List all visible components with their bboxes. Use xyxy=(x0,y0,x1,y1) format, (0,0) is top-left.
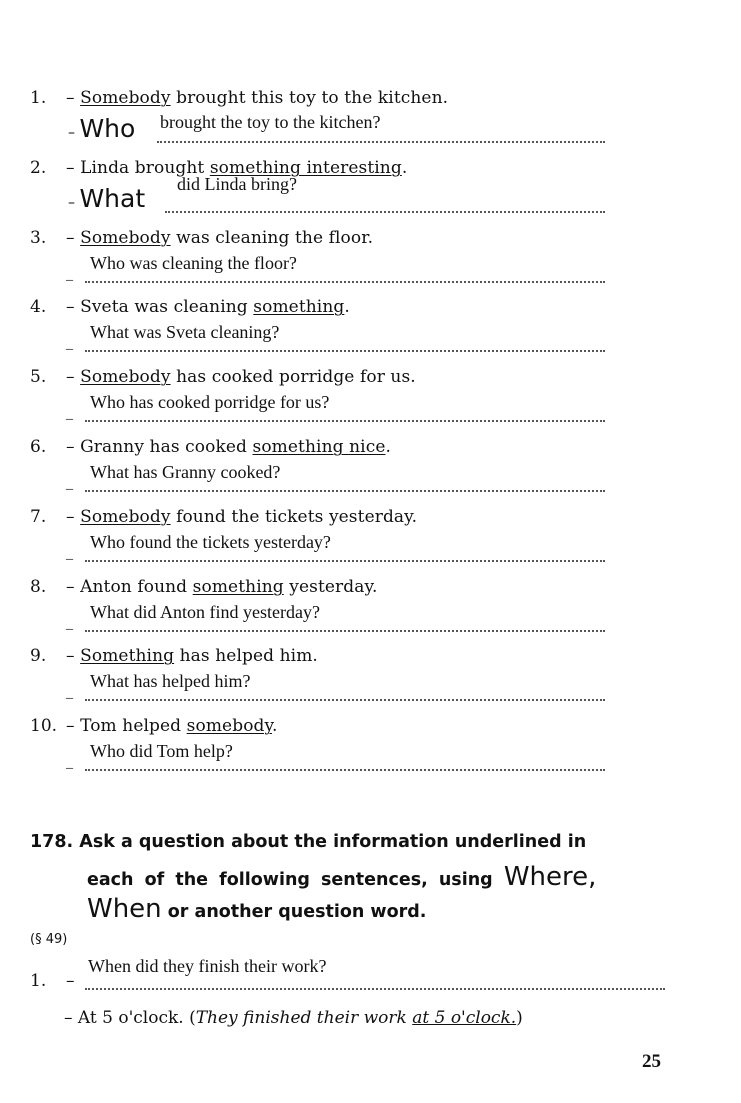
item-number: 3. xyxy=(30,227,47,248)
underlined-phrase: something xyxy=(253,297,345,318)
response-italic: They finished their work xyxy=(195,1008,413,1028)
sentence-text: – xyxy=(66,227,81,248)
answer-text: did Linda bring? xyxy=(177,173,297,194)
dash: _ xyxy=(66,477,73,492)
answer-line[interactable] xyxy=(85,281,605,283)
answer-line[interactable] xyxy=(85,420,605,422)
question-word-where: Where, xyxy=(503,862,597,892)
sentence-text: . xyxy=(401,157,408,178)
response-close: ) xyxy=(516,1008,523,1028)
item-number: 1. xyxy=(30,971,47,991)
exercise-178-title-line3 xyxy=(87,894,426,924)
question-word-when: When xyxy=(87,894,162,924)
sentence-text: – xyxy=(66,646,81,667)
underlined-phrase: Somebody xyxy=(80,367,171,388)
dash: _ xyxy=(66,686,73,702)
sentence-text: yesterday. xyxy=(283,576,378,597)
underlined-phrase: Somebody xyxy=(80,506,171,527)
answer-line[interactable] xyxy=(85,630,605,632)
response-text: – At 5 o'clock. ( xyxy=(64,1008,196,1028)
dash: _ xyxy=(66,267,73,283)
underlined-phrase: Somebody xyxy=(80,227,171,248)
answer-text: What has helped him? xyxy=(90,671,251,692)
underlined-phrase: Something xyxy=(80,646,175,667)
dash: _ xyxy=(66,616,73,632)
page-number: 25 xyxy=(642,1051,661,1072)
sentence xyxy=(66,88,448,108)
sentence-text: – xyxy=(66,367,81,388)
sentence-text: – xyxy=(66,506,81,527)
answer-text: When did they finish their work? xyxy=(88,956,327,976)
item-number: 5. xyxy=(30,367,47,388)
question-word: – Who xyxy=(68,114,136,143)
sentence-text: was cleaning the floor. xyxy=(170,227,374,248)
sentence-text: – Granny has cooked xyxy=(66,437,253,457)
question-word-text: What xyxy=(79,183,146,213)
title-text: each of the following sentences, using xyxy=(87,870,504,890)
exercise-item xyxy=(0,716,741,798)
item-number: 9. xyxy=(30,646,47,667)
dash: _ xyxy=(66,756,73,772)
answer-text: What was Sveta cleaning? xyxy=(90,322,280,343)
section-reference: (§ 49) xyxy=(30,932,68,947)
response-line xyxy=(64,1008,523,1028)
underlined-phrase: Somebody xyxy=(80,88,171,108)
sentence-text: has helped him. xyxy=(174,646,318,667)
dash: – xyxy=(66,971,75,991)
sentence xyxy=(66,577,377,597)
sentence xyxy=(66,646,318,666)
item-number: 1. xyxy=(30,88,47,108)
dash: _ xyxy=(66,546,73,562)
answer-text: Who has cooked porridge for us? xyxy=(90,392,330,413)
question-word: – What xyxy=(68,183,146,213)
sentence-text: has cooked porridge for us. xyxy=(170,367,416,388)
item-number: 6. xyxy=(30,437,47,457)
answer-line[interactable] xyxy=(85,699,605,701)
sentence xyxy=(66,437,391,457)
underlined-phrase: something nice xyxy=(252,437,386,457)
title-text: or another question word. xyxy=(161,902,427,922)
sentence-text: brought this toy to the kitchen. xyxy=(170,88,449,108)
answer-line[interactable] xyxy=(85,988,665,990)
sentence xyxy=(66,297,350,317)
answer-text: What has Granny cooked? xyxy=(90,462,281,482)
sentence-text: – Sveta was cleaning xyxy=(66,297,254,318)
answer-text: Who did Tom help? xyxy=(90,741,233,762)
sentence-text: – Tom helped xyxy=(66,716,187,737)
item-number: 2. xyxy=(30,157,47,178)
sentence-text: – xyxy=(66,88,81,108)
sentence-text: – Anton found xyxy=(66,576,193,597)
question-word-text: Who xyxy=(79,114,136,143)
dash: _ xyxy=(66,337,73,353)
answer-line[interactable] xyxy=(85,490,605,492)
item-number: 8. xyxy=(30,576,47,597)
sentence xyxy=(66,367,416,387)
answer-line[interactable] xyxy=(165,211,605,213)
answer-text: What did Anton find yesterday? xyxy=(90,601,320,622)
answer-line[interactable] xyxy=(157,141,605,143)
sentence xyxy=(66,507,417,527)
underlined-phrase: something interesting xyxy=(209,157,402,178)
answer-line[interactable] xyxy=(85,350,605,352)
answer-line[interactable] xyxy=(85,769,605,771)
sentence-text: found the tickets yesterday. xyxy=(170,506,418,527)
underlined-phrase: somebody xyxy=(186,716,272,737)
sentence-text: . xyxy=(385,437,391,457)
sentence xyxy=(66,228,373,248)
sentence-text: . xyxy=(271,716,278,737)
answer-text: brought the toy to the kitchen? xyxy=(160,112,381,132)
underlined-phrase: something xyxy=(192,576,284,597)
answer-text: Who was cleaning the floor? xyxy=(90,252,297,273)
item-number: 10. xyxy=(30,716,58,737)
sentence xyxy=(66,716,277,736)
answer-line[interactable] xyxy=(85,560,605,562)
sentence-text: . xyxy=(344,297,350,318)
answer-text: Who found the tickets yesterday? xyxy=(90,531,331,552)
response-underlined: at 5 o'clock. xyxy=(412,1008,517,1028)
dash: _ xyxy=(66,407,73,423)
exercise-178-title-line1: 178. Ask a question about the information underlined in xyxy=(30,832,587,852)
sentence-text: – Linda brought xyxy=(66,157,210,178)
item-number: 4. xyxy=(30,297,47,318)
item-number: 7. xyxy=(30,506,47,527)
exercise-178-title-line2 xyxy=(87,862,596,892)
